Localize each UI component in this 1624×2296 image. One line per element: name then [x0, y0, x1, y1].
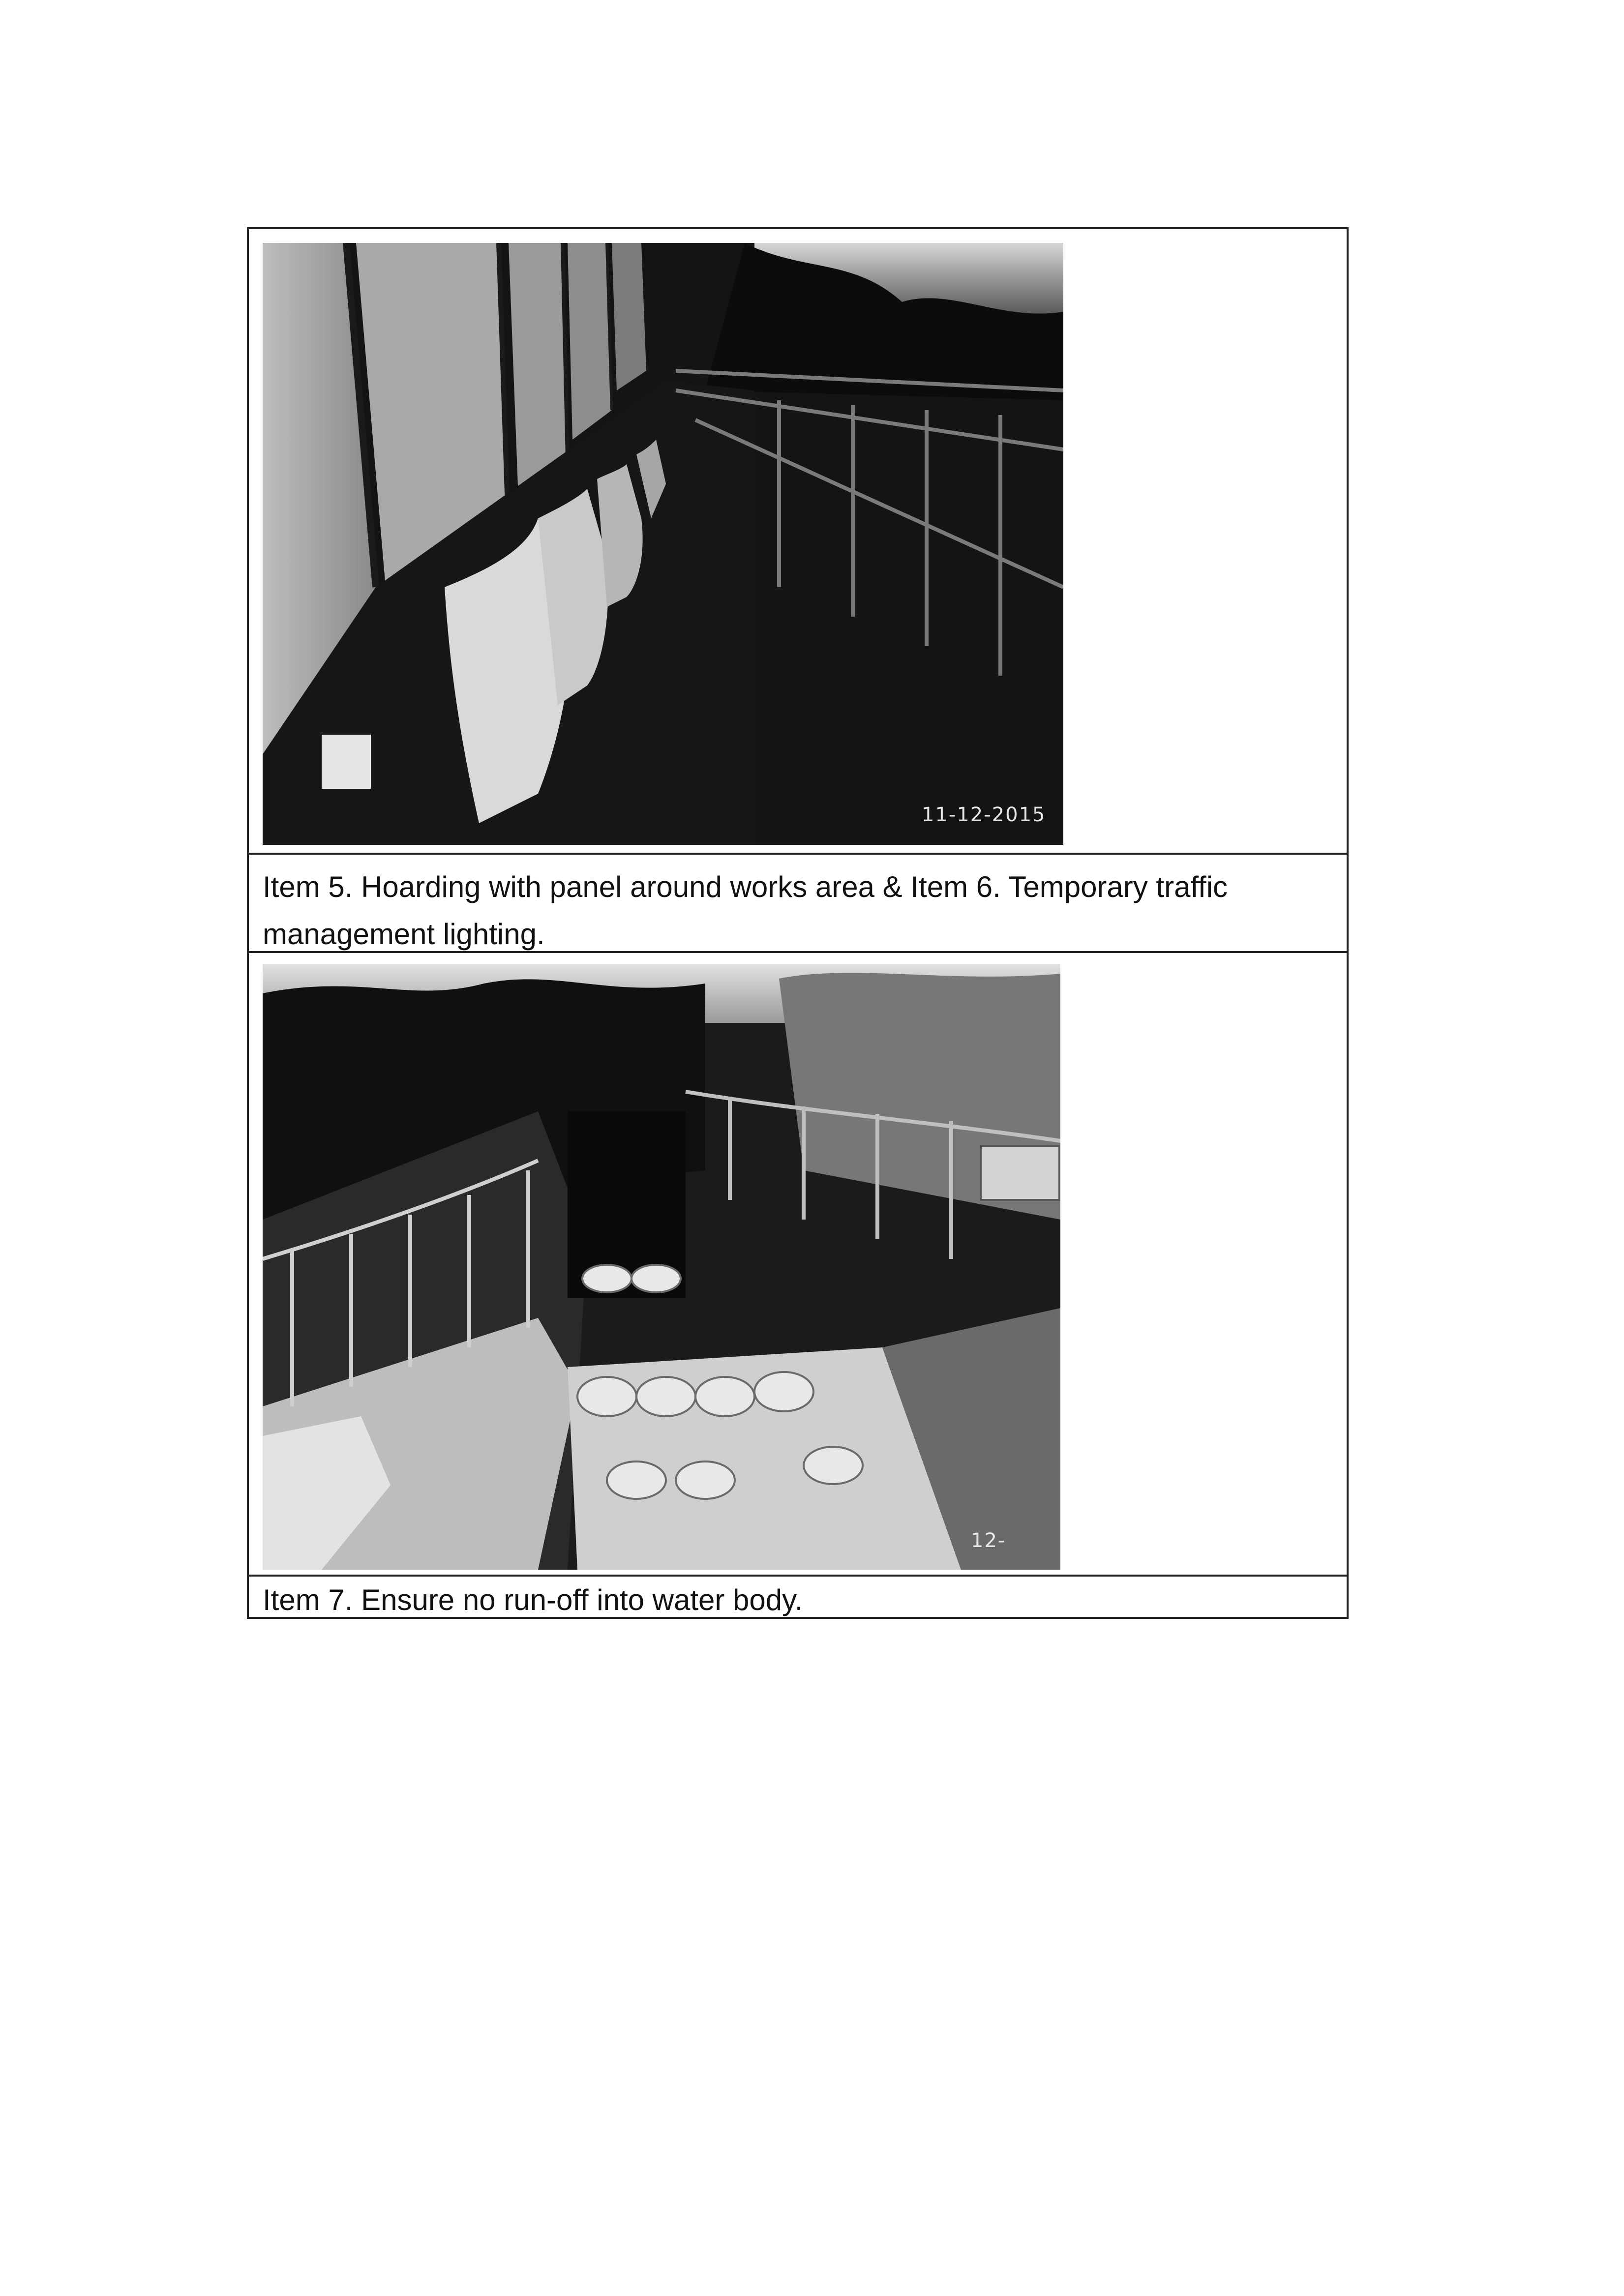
- photo-channel-image: [263, 964, 1060, 1570]
- caption-item-7: Item 7. Ensure no run-off into water body.: [263, 1583, 803, 1616]
- photo-hoarding-image: [263, 243, 1063, 845]
- row-divider: [249, 853, 1347, 855]
- photo-date-stamp: 12-: [971, 1529, 1006, 1552]
- caption-item-5-6: Item 5. Hoarding with panel around works area & Item 6. Temporary traffic management lighting.: [263, 870, 1228, 951]
- document-table: [247, 227, 1349, 1619]
- row-divider: [249, 951, 1347, 953]
- photo-hoarding: [263, 243, 1063, 845]
- photo-channel: [263, 964, 1060, 1570]
- photo-date-stamp: 11-12-2015: [922, 804, 1046, 826]
